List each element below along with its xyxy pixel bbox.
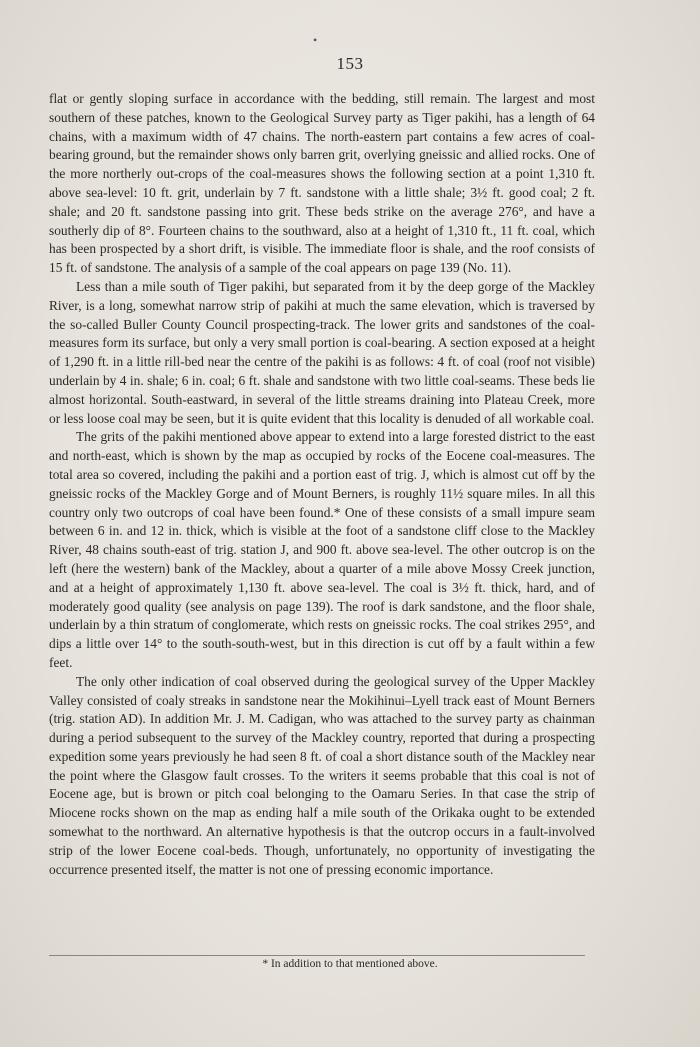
page-number: 153 [336, 54, 364, 73]
paragraph-1: flat or gently sloping surface in accordance with the bedding, still remain. The largest and most southern of these patches, known to the Geological Survey party as Tiger pakihi, has a length of 64 chains, with a maximum width of 47 chains. The north-eastern part contains a few acres of coal-bearing ground, but the remainder shows only barren grit, overlying gneissic and allied rocks. One of the more northerly out-crops of the coal-measures shows the following section at a point 1,310 ft. above sea-level: 10 ft. grit, underlain by 7 ft. sandstone with a little shale; 3½ ft. good coal; 2 ft. shale; and 20 ft. sandstone passing into grit. These beds strike on the average 276°, and have a southerly dip of 8°. Fourteen chains to the southward, also at a height of 1,310 ft., 11 ft. coal, which has been prospected by a short drift, is visible. The immediate floor is shale, and the roof consists of 15 ft. of sandstone. The analysis of a sample of the coal appears on page 139 (No. 11). [49, 91, 595, 276]
paragraph-4: The only other indication of coal observed during the geological survey of the Upper Mackley Valley consisted of coaly streaks in sandstone near the Mokihinui–Lyell track east of Mount Berners (trig. station AD). In addition Mr. J. M. Cadigan, who was attached to the survey party as chainman during a period subsequent to the survey of the Mackley country, reported that during a prospecting expedition some years previously he had seen 8 ft. of coal a short distance south of the Mackley near the point where the Glasgow fault crosses. To the writers it seems probable that this coal is not of Eocene age, but is brown or pitch coal belonging to the Oamaru Series. In that case the strip of Miocene rocks shown on the map as ending half a mile south of the Orikaka ought to be extended somewhat to the northward. An alternative hypothesis is that the outcrop occurs in a fault-involved strip of the lower Eocene coal-beds. Though, unfortunately, no opportunity of investigating the occurrence presented itself, the matter is not one of pressing economic importance. [49, 673, 595, 877]
paragraph-3: The grits of the pakihi mentioned above appear to extend into a large forested district to the east and north-east, which is shown by the map as occupied by rocks of the Eocene coal-measures. The total area so covered, including the pakihi and a portion east of trig. J, which is almost cut off by the gneissic rocks of the Mackley Gorge and of Mount Berners, is roughly 11½ square miles. In all this country only two outcrops of coal have been found.* One of these consists of a small impure seam between 6 in. and 12 in. thick, which is visible at the foot of a sandstone cliff close to the Mackley River, 48 chains south-east of trig. station J, and 900 ft. above sea-level. The other outcrop is on the left (here the western) bank of the Mackley, about a quarter of a mile above Mossy Creek junction, and at a height of approximately 1,130 ft. above sea-level. The coal is 3½ ft. thick, hard, and of moderately good quality (see analysis on page 139). The roof is dark sandstone, and the floor shale, underlain by a thin stratum of conglomerate, which rests on gneissic rocks. The coal strikes 295°, and dips a little over 14° to the south-south-west, but in this direction is cut off by a fault within a few feet. [49, 429, 595, 670]
footnote-divider [49, 955, 585, 956]
body-text [49, 90, 595, 879]
footnote: * In addition to that mentioned above. [262, 958, 438, 970]
paragraph-2: Less than a mile south of Tiger pakihi, but separated from it by the deep gorge of the Mackley River, is a long, somewhat narrow strip of pakihi at much the same elevation, which is traversed by the so-called Buller County Council prospecting-track. The lower grits and sandstones of the coal-measures form its surface, but only a very small portion is coal-bearing. A section exposed at a height of 1,290 ft. in a little rill-bed near the centre of the pakihi is as follows: 4 ft. of coal (roof not visible) underlain by 4 in. shale; 6 in. coal; 6 ft. shale and sandstone with two little coal-seams. These beds lie almost horizontal. South-eastward, in several of the little streams draining into Plateau Creek, more or less loose coal may be seen, but it is quite evident that this locality is denuded of all workable coal. [49, 278, 595, 426]
top-mark: • [313, 33, 318, 47]
